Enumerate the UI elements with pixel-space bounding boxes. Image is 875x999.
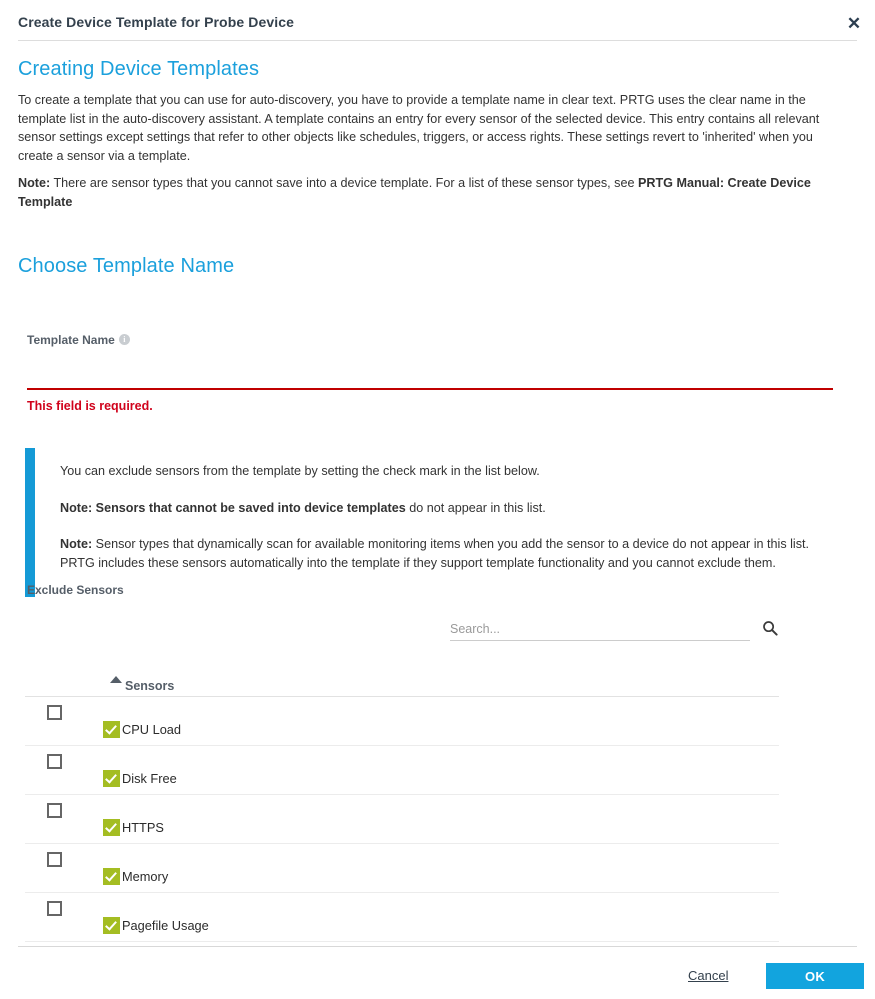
intro-note (18, 174, 851, 211)
sensor-name: CPU Load (122, 722, 182, 737)
exclude-sensor-checkbox[interactable] (47, 852, 62, 867)
callout-line-1: You can exclude sensors from the template by setting the check mark in the list below. (60, 464, 540, 478)
note-prefix: Note: (18, 176, 51, 190)
callout-line-2 (60, 499, 835, 518)
template-name-error: This field is required. (27, 399, 153, 413)
sort-ascending-icon[interactable] (110, 676, 122, 683)
table-row[interactable] (25, 697, 779, 746)
callout-accent-bar (25, 448, 35, 597)
callout-line-2-prefix: Note: Sensors that cannot be saved into device templates (60, 500, 406, 515)
search-input[interactable] (450, 619, 750, 641)
exclude-sensors-label: Exclude Sensors (27, 583, 124, 597)
table-row[interactable] (25, 795, 779, 844)
sensor-cell (103, 868, 168, 885)
exclude-sensor-checkbox[interactable] (47, 901, 62, 916)
info-icon[interactable]: i (119, 334, 130, 345)
exclude-sensor-checkbox[interactable] (47, 705, 62, 720)
creating-templates-heading: Creating Device Templates (18, 58, 260, 80)
table-header-row[interactable] (25, 651, 779, 697)
sensor-name: Pagefile Usage (122, 918, 209, 933)
column-header-sensors[interactable]: Sensors (125, 679, 175, 693)
status-up-icon (103, 721, 120, 738)
intro-paragraph: To create a template that you can use for auto-discovery, you have to provide a template name in clear text. PRTG uses the clear name in the template list in the auto-discovery assistant. A template contains an entry for every sensor of the selected device. This entry contains all relevant sensor settings except settings that refer to other objects like schedules, triggers, or access rights. These settings revert to 'inherited' when you create a sensor via a template. (18, 93, 820, 163)
sensor-cell (103, 770, 177, 787)
table-row[interactable] (25, 844, 779, 893)
table-row[interactable] (25, 893, 779, 942)
status-up-icon (103, 819, 120, 836)
search-icon[interactable] (762, 620, 778, 636)
table-row[interactable] (25, 746, 779, 795)
callout-line-3-prefix: Note: (60, 537, 93, 552)
status-up-icon (103, 868, 120, 885)
sensor-cell (103, 917, 209, 934)
cancel-button[interactable]: Cancel (688, 968, 729, 983)
sensor-cell (103, 819, 164, 836)
sensor-name: Disk Free (122, 771, 177, 786)
dialog-header (0, 0, 875, 41)
exclude-sensor-checkbox[interactable] (47, 754, 62, 769)
callout-line-3 (60, 535, 835, 572)
prtg-manual-link[interactable]: PRTG Manual: Create Device Template (18, 176, 811, 209)
callout-line-3-rest: Sensor types that dynamically scan for available monitoring items when you add the sensor to a device do not appear in this list. PRTG includes these sensors automatically into the template if they support template functionality and you cannot exclude them. (60, 537, 810, 570)
search-area (450, 619, 778, 641)
header-divider (18, 40, 857, 41)
sensor-cell (103, 721, 181, 738)
note-text: There are sensor types that you cannot save into a device template. For a list of these sensor types, see (50, 176, 638, 190)
status-up-icon (103, 770, 120, 787)
template-name-label-text: Template Name (27, 333, 115, 347)
exclude-sensor-checkbox[interactable] (47, 803, 62, 818)
table-rows (25, 697, 779, 942)
template-name-input[interactable] (27, 356, 833, 390)
dialog-title: Create Device Template for Probe Device (18, 14, 294, 30)
ok-button[interactable]: OK (766, 963, 864, 989)
sensor-name: HTTPS (122, 820, 164, 835)
callout-body (60, 448, 835, 572)
status-up-icon (103, 917, 120, 934)
sensor-name: Memory (122, 869, 169, 884)
sensors-table (25, 651, 779, 942)
choose-template-name-heading: Choose Template Name (18, 255, 235, 277)
callout-line-2-rest: do not appear in this list. (405, 500, 546, 515)
info-callout (25, 448, 835, 597)
footer-divider (18, 946, 857, 947)
template-name-label (27, 333, 130, 347)
close-icon[interactable]: ✕ (846, 14, 862, 33)
